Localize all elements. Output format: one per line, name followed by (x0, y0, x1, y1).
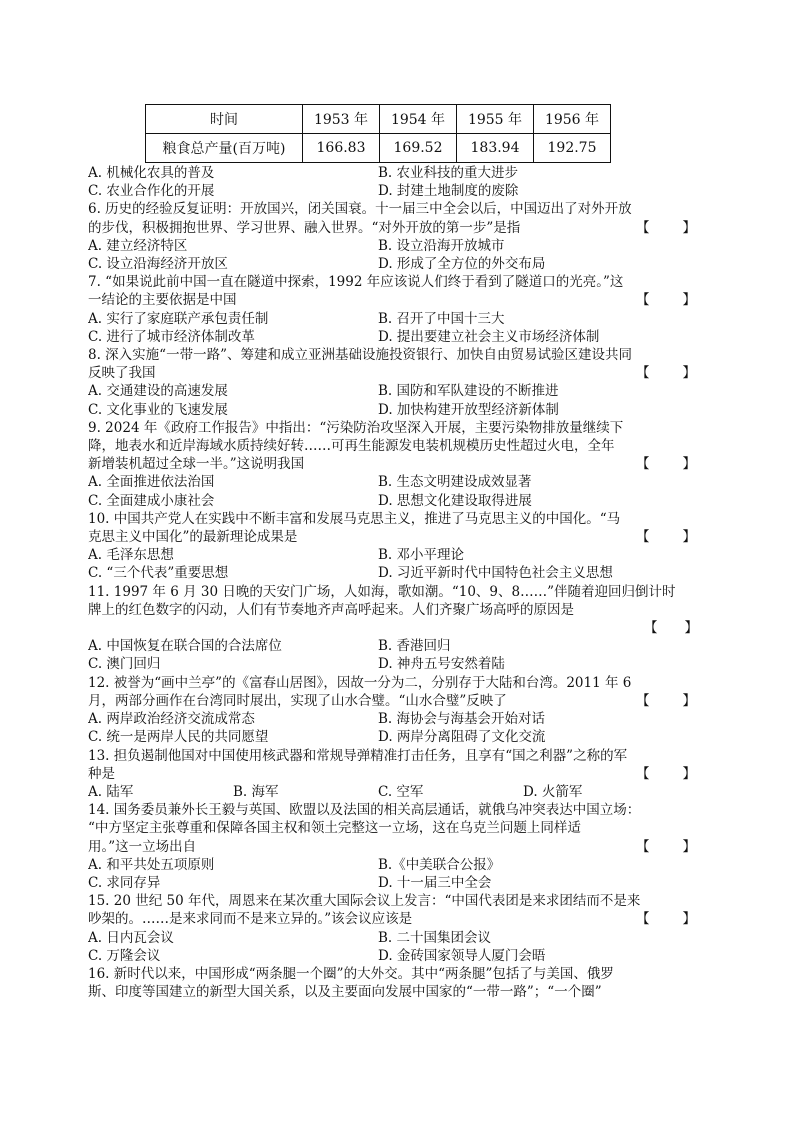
option-a: A. 实行了家庭联产承包责任制 (88, 310, 269, 327)
option-d: D. 神舟五号安然着陆 (378, 656, 505, 673)
answer-bracket: 【 】 (636, 529, 698, 546)
question-14 (88, 801, 698, 892)
option-a: A. 机械化农具的普及 (88, 165, 215, 181)
option-d: D. 习近平新时代中国特色社会主义思想 (378, 565, 613, 582)
option-d: D. 金砖国家领导人厦门会晤 (378, 947, 546, 964)
option-d: D. 形成了全方位的外交布局 (378, 256, 546, 273)
option-d: D. 封建土地制度的废除 (378, 183, 519, 200)
option-b: B. 设立沿海开放城市 (378, 237, 505, 254)
option-d: D. 两岸分离阻碍了文化交流 (378, 729, 546, 746)
question-stem: 的步伐，积极拥抱世界、学习世界、融入世界。“对外开放的第一步”是指 (88, 219, 521, 236)
option-d: D. 火箭军 (523, 783, 583, 800)
question-16 (88, 965, 698, 1001)
option-b: B. 香港回归 (378, 638, 451, 655)
option-a: A. 交通建设的高速发展 (88, 383, 228, 400)
question-stem: 新增装机超过全球一半。”这说明我国 (88, 456, 305, 473)
question-stem: 一结论的主要依据是中国 (88, 292, 237, 309)
question-10 (88, 510, 698, 583)
question-stem: 10. 中国共产党人在实践中不断丰富和发展马克思主义，推进了马克思主义的中国化。“马 (88, 510, 621, 527)
question-9 (88, 419, 698, 510)
answer-bracket: 【 】 (636, 292, 698, 309)
question-stem: 反映了我国 (88, 365, 156, 382)
table-header-cell: 1953 年 (303, 105, 380, 134)
table-cell: 169.52 (380, 134, 457, 163)
table-row (146, 105, 611, 134)
question-stem: 用。”这一立场出自 (88, 838, 197, 855)
table-row (146, 134, 611, 163)
option-b: B. 国防和军队建设的不断推进 (378, 383, 559, 400)
option-c: C. 万隆会议 (88, 947, 161, 964)
option-b: B. 二十国集团会议 (378, 929, 492, 946)
option-a: A. 两岸政治经济交流成常态 (88, 711, 255, 728)
option-b: B.《中美联合公报》 (378, 856, 501, 873)
question-stem: 牌上的红色数字的闪动，人们有节奏地齐声高呼起来。人们齐聚广场高呼的原因是 (88, 601, 574, 618)
option-a: A. 全面推进依法治国 (88, 474, 215, 491)
option-b: B. 邓小平理论 (378, 547, 465, 564)
answer-bracket: 【 】 (636, 838, 698, 855)
question-stem: 8. 深入实施“一带一路”、筹建和成立亚洲基础设施投资银行、加快自由贸易试验区建设共同 (88, 347, 632, 364)
question-stem: 斯、印度等国建立的新型大国关系，以及主要面向发展中国家的“一带一路”；“一个圈” (88, 984, 602, 1001)
question-stem: 12. 被誉为“画中兰亭”的《富春山居图》，因故一分为二，分别存于大陆和台湾。2011 年 6 (88, 674, 632, 691)
option-c: C. 澳门回归 (88, 656, 161, 673)
question-stem: 9. 2024 年《政府工作报告》中指出：“污染防治攻坚深入开展，主要污染物排放量继续下 (88, 419, 624, 436)
table-header-cell: 1954 年 (380, 105, 457, 134)
option-a: A. 毛泽东思想 (88, 547, 174, 564)
option-d: D. 十一届三中全会 (378, 874, 492, 891)
question-6 (88, 200, 698, 273)
table-header-cell: 1955 年 (457, 105, 534, 134)
question-8 (88, 346, 698, 419)
question-11 (88, 583, 698, 674)
question-stem: 月，两部分画作在台湾同时展出，实现了山水合璧。“山水合璧”反映了 (88, 692, 507, 709)
question-stem: 11. 1997 年 6 月 30 日晚的天安门广场，人如海，歌如潮。“10、9、8……”伴随着迎回归倒计时 (88, 583, 676, 600)
option-b: B. 海协会与海基会开始对话 (378, 711, 546, 728)
question-stem: 种是 (88, 765, 115, 782)
option-a: A. 和平共处五项原则 (88, 856, 215, 873)
question-12 (88, 674, 698, 747)
question-stem: “中方坚定主张尊重和保障各国主权和领土完整这一立场，这在乌克兰问题上同样适 (88, 820, 581, 837)
question-5 (88, 164, 698, 200)
question-stem: 14. 国务委员兼外长王毅与英国、欧盟以及法国的相关高层通话，就俄乌冲突表达中国立场： (88, 802, 641, 819)
question-list (88, 164, 698, 1001)
option-c: C. 文化事业的飞速发展 (88, 401, 228, 418)
option-a: A. 日内瓦会议 (88, 929, 174, 946)
answer-bracket: 【 】 (636, 765, 698, 782)
question-stem: 吵架的。……是来求同而不是来立异的。”该会议应该是 (88, 911, 413, 928)
question-stem: 16. 新时代以来，中国形成“两条腿一个圈”的大外交。其中“两条腿”包括了与美国、俄罗 (88, 965, 614, 982)
option-d: D. 思想文化建设取得进展 (378, 492, 532, 509)
table-cell: 粮食总产量(百万吨) (146, 134, 303, 163)
question-stem: 13. 担负遏制他国对中国使用核武器和常规导弹精准打击任务，且享有“国之利器”之称的军 (88, 747, 628, 764)
option-c: C. 求同存异 (88, 874, 161, 891)
grain-output-table (145, 104, 611, 163)
table-cell: 166.83 (303, 134, 380, 163)
option-d: D. 提出要建立社会主义市场经济体制 (378, 328, 600, 345)
option-c: C. 全面建成小康社会 (88, 492, 215, 509)
option-a: A. 陆军 (88, 783, 134, 800)
answer-bracket: 【 】 (636, 911, 698, 928)
question-stem: 6. 历史的经验反复证明：开放国兴，闭关国衰。十一届三中全会以后，中国迈出了对外开放 (88, 201, 632, 218)
question-stem: 克思主义中国化”的最新理论成果是 (88, 529, 298, 546)
answer-bracket: 【 】 (636, 456, 698, 473)
option-c: C. 设立沿海经济开放区 (88, 256, 228, 273)
option-c: C. “三个代表”重要思想 (88, 565, 229, 582)
question-stem: 7. “如果说此前中国一直在隧道中探索，1992 年应该说人们终于看到了隧道口的光亮。”这 (88, 274, 624, 291)
option-c: C. 农业合作化的开展 (88, 183, 215, 200)
option-d: D. 加快构建开放型经济新体制 (378, 401, 559, 418)
option-c: C. 统一是两岸人民的共同愿望 (88, 729, 269, 746)
question-15 (88, 892, 698, 965)
table-header-cell: 1956 年 (534, 105, 611, 134)
question-stem: 15. 20 世纪 50 年代，周恩来在某次重大国际会议上发言：“中国代表团是来求团结而不是来 (88, 893, 641, 910)
table-cell: 192.75 (534, 134, 611, 163)
answer-bracket: 【 】 (636, 365, 698, 382)
option-a: A. 建立经济特区 (88, 237, 188, 254)
option-c: C. 进行了城市经济体制改革 (88, 328, 255, 345)
option-a: A. 中国恢复在联合国的合法席位 (88, 638, 282, 655)
option-b: B. 生态文明建设成效显著 (378, 474, 532, 491)
question-7 (88, 273, 698, 346)
question-13 (88, 747, 698, 802)
option-b: B. 海军 (233, 783, 279, 800)
answer-bracket: 【 】 (636, 219, 698, 236)
option-b: B. 农业科技的重大进步 (378, 165, 519, 181)
option-c: C. 空军 (378, 783, 424, 800)
table-cell: 183.94 (457, 134, 534, 163)
question-stem: 降，地表水和近岸海域水质持续好转……可再生能源发电装机规模历史性超过火电，全年 (88, 438, 615, 455)
answer-bracket: 【 】 (636, 692, 698, 709)
answer-bracket: 【 】 (644, 620, 698, 637)
option-b: B. 召开了中国十三大 (378, 310, 505, 327)
table-header-cell: 时间 (146, 105, 303, 134)
